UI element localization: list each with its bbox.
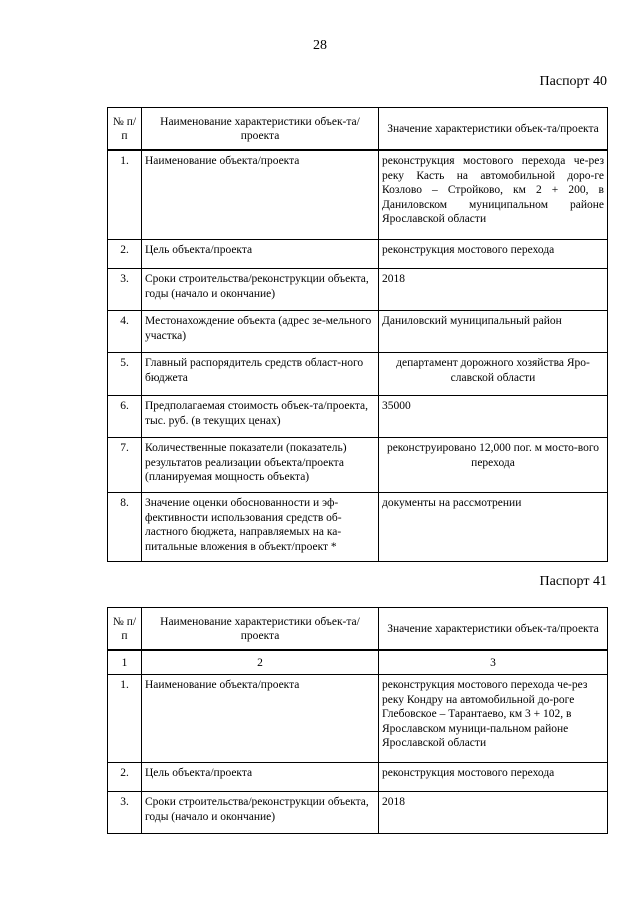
table-row [108,311,608,353]
table-row [108,763,608,792]
row-num: 2. [108,763,142,792]
passport-41-table [107,607,608,834]
row-name: Значение оценки обоснованности и эф-фективности использования средств об-ластного бюджета, направляемых на ка-питальные вложения в объект/проект * [142,493,379,562]
row-num: 6. [108,396,142,438]
row-value: департамент дорожного хозяйства Яро-славской области [379,353,608,396]
table-row [108,792,608,834]
table-row [108,240,608,269]
row-num: 3. [108,792,142,834]
row-value: реконструкция мостового перехода че-рез реку Кондру на автомобильной до-роге Глебовское – Тарантаево, км 3 + 102, в Ярославском муници-пальном районе Ярославской области [379,675,608,763]
row-value: реконструкция мостового перехода че-рез реку Касть на автомобильной доро-ге Козлово – Стройково, км 2 + 200, в Даниловском муниципальном районе Ярославской области [379,151,608,240]
row-name: Главный распорядитель средств област-ного бюджета [142,353,379,396]
header-name: Наименование характеристики объек-та/проекта [142,608,379,650]
header-value: Значение характеристики объек-та/проекта [379,108,608,150]
column-number: 1 [108,651,142,675]
table-header-row [108,608,608,650]
row-num: 2. [108,240,142,269]
row-name: Количественные показатели (показатель) результатов реализации объекта/проекта (планируемая мощность объекта) [142,438,379,493]
column-number: 3 [379,651,608,675]
row-num: 3. [108,269,142,311]
row-value: Даниловский муниципальный район [379,311,608,353]
table-row [108,675,608,763]
row-num: 1. [108,675,142,763]
row-name: Предполагаемая стоимость объек-та/проекта, тыс. руб. (в текущих ценах) [142,396,379,438]
header-name: Наименование характеристики объек-та/проекта [142,108,379,150]
page-number: 28 [313,38,327,53]
row-value: 2018 [379,792,608,834]
row-name: Сроки строительства/реконструкции объекта, годы (начало и окончание) [142,269,379,311]
column-number: 2 [142,651,379,675]
header-value: Значение характеристики объек-та/проекта [379,608,608,650]
header-num: № п/п [108,608,142,650]
row-value: 35000 [379,396,608,438]
row-num: 7. [108,438,142,493]
table-row [108,396,608,438]
row-name: Цель объекта/проекта [142,240,379,269]
column-numbers-row [108,651,608,675]
row-num: 8. [108,493,142,562]
row-name: Наименование объекта/проекта [142,151,379,240]
table-header-row [108,108,608,150]
row-value: реконструкция мостового перехода [379,763,608,792]
row-value: 2018 [379,269,608,311]
table-row [108,353,608,396]
row-name: Цель объекта/проекта [142,763,379,792]
table-row [108,438,608,493]
passport-41-title: Паспорт 41 [539,574,607,589]
table-row [108,151,608,240]
header-num: № п/п [108,108,142,150]
row-value: реконструкция мостового перехода [379,240,608,269]
row-value: документы на рассмотрении [379,493,608,562]
row-name: Местонахождение объекта (адрес зе-мельного участка) [142,311,379,353]
row-name: Наименование объекта/проекта [142,675,379,763]
row-name: Сроки строительства/реконструкции объекта, годы (начало и окончание) [142,792,379,834]
row-num: 4. [108,311,142,353]
row-num: 1. [108,151,142,240]
passport-40-title: Паспорт 40 [539,74,607,89]
row-value: реконструировано 12,000 пог. м мосто-вого перехода [379,438,608,493]
table-row [108,269,608,311]
row-num: 5. [108,353,142,396]
passport-40-table [107,107,608,562]
table-row [108,493,608,562]
